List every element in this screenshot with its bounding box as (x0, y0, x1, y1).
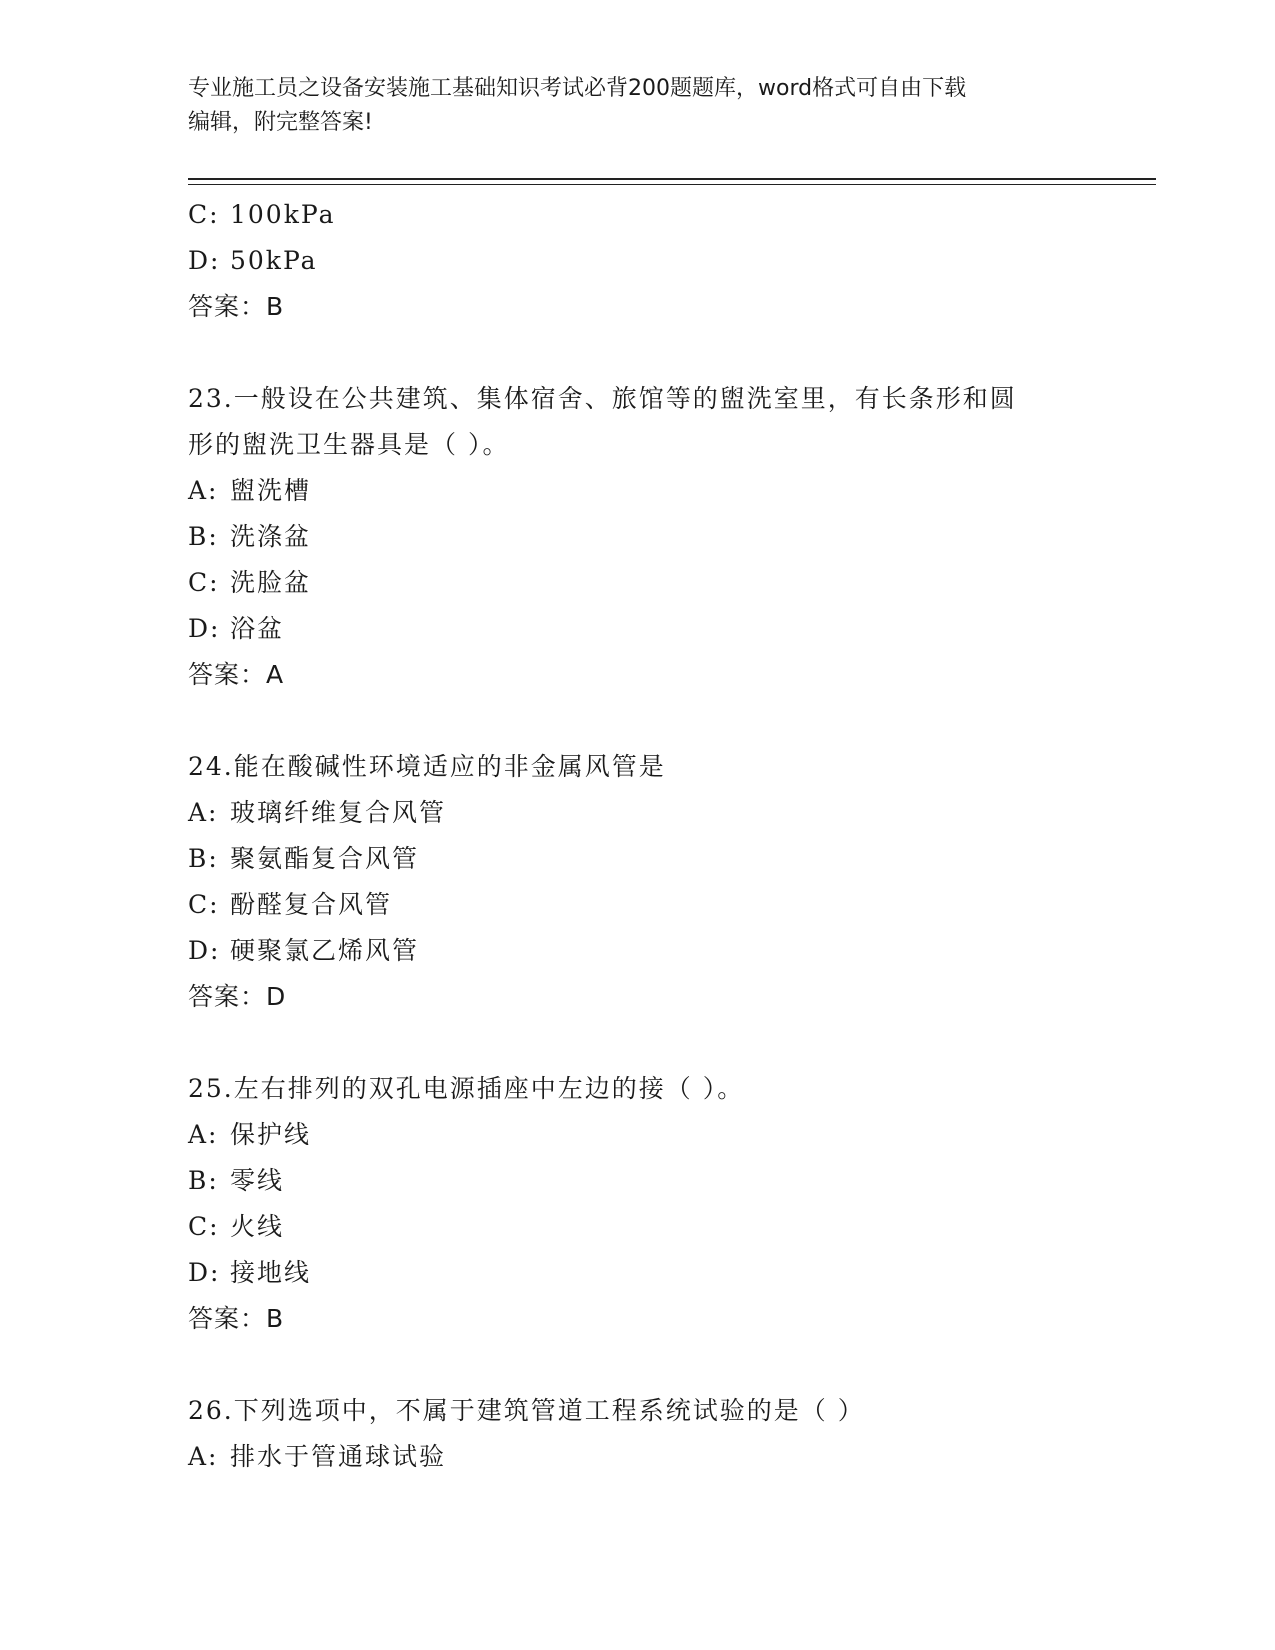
header-divider-thin (188, 184, 1156, 185)
option-a: A: 排水于管通球试验 (188, 1442, 447, 1471)
option-a: A: 保护线 (188, 1120, 312, 1149)
header-line-2: 编辑，附完整答案! (188, 110, 373, 135)
option-c: C: 酚醛复合风管 (188, 890, 393, 919)
answer-line: 答案：B (188, 1304, 285, 1333)
header-line-1: 专业施工员之设备安装施工基础知识考试必背200题题库，word格式可自由下载 (188, 76, 967, 101)
header-divider-thick (188, 178, 1156, 180)
option-a: A: 玻璃纤维复合风管 (188, 798, 447, 827)
answer-line: 答案：A (188, 660, 285, 689)
question-list (188, 192, 1148, 1480)
option-b: B: 零线 (188, 1166, 285, 1195)
option-d: D: 硬聚氯乙烯风管 (188, 936, 420, 965)
question-23-line-2: 形的盥洗卫生器具是（ ）。 (188, 430, 510, 459)
option-b: B: 聚氨酯复合风管 (188, 844, 420, 873)
option-b: B: 洗涤盆 (188, 522, 312, 551)
option-c: C: 火线 (188, 1212, 285, 1241)
document-header (188, 72, 1088, 140)
question-24-line-1: 24.能在酸碱性环境适应的非金属风管是 (188, 752, 666, 781)
option-d: D: 50kPa (188, 246, 318, 275)
question-25-line-1: 25.左右排列的双孔电源插座中左边的接（ ）。 (188, 1074, 745, 1103)
option-a: A: 盥洗槽 (188, 476, 312, 505)
answer-line: 答案：B (188, 292, 285, 321)
question-26-line-1: 26.下列选项中，不属于建筑管道工程系统试验的是（ ） (188, 1396, 865, 1425)
option-c: C: 100kPa (188, 200, 336, 229)
question-23-line-1: 23.一般设在公共建筑、集体宿舍、旅馆等的盥洗室里，有长条形和圆 (188, 384, 1017, 413)
option-d: D: 浴盆 (188, 614, 285, 643)
option-d: D: 接地线 (188, 1258, 312, 1287)
answer-line: 答案：D (188, 982, 287, 1011)
option-c: C: 洗脸盆 (188, 568, 312, 597)
